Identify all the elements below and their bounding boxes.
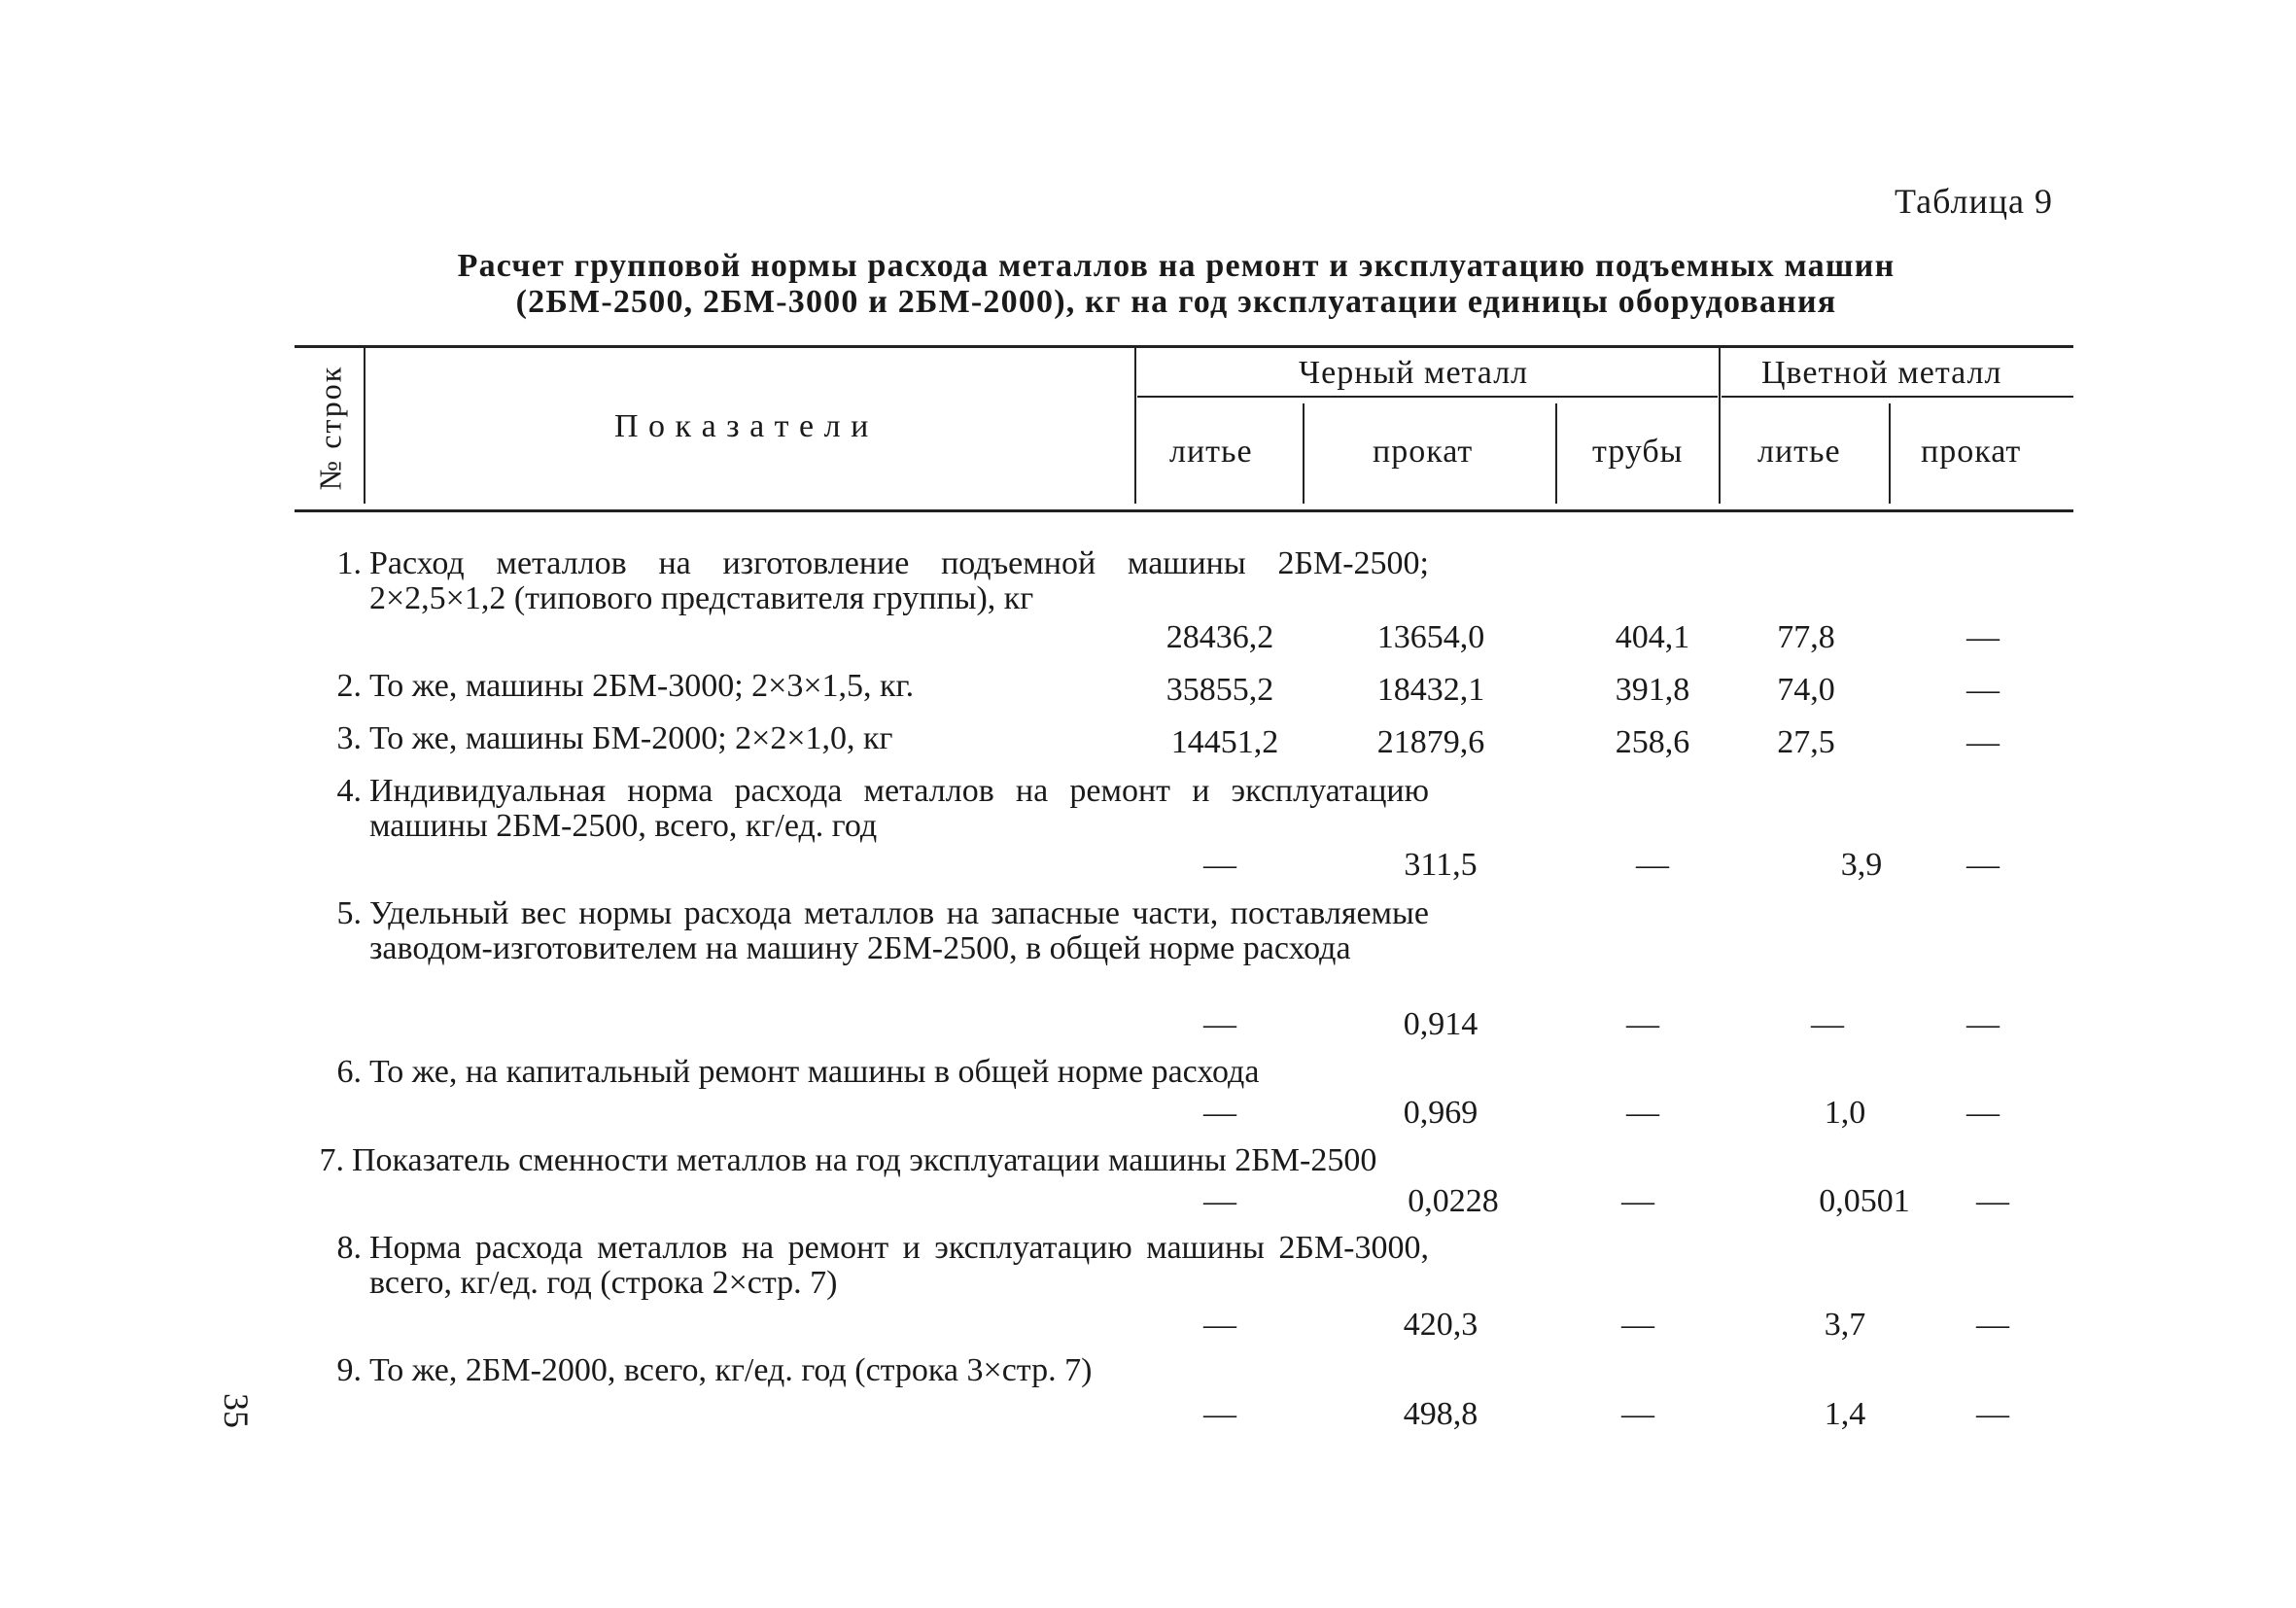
table-label: Таблица 9: [1895, 182, 2053, 221]
ferrous-pipes-header: трубы: [1592, 434, 1684, 470]
col-divider-1: [1303, 403, 1305, 504]
cell-nonferrous-casting: 3,7: [1824, 1307, 1866, 1343]
cell-ferrous-casting: 35855,2: [1165, 672, 1274, 708]
row-number: 5.: [336, 895, 362, 931]
cell-ferrous-pipes: —: [1621, 1307, 1654, 1343]
nonferrous-casting-header: литье: [1757, 434, 1841, 470]
cell-ferrous-pipes: 391,8: [1615, 672, 1690, 708]
cell-nonferrous-casting: —: [1811, 1006, 1844, 1042]
row-number: 2.: [336, 668, 362, 704]
ferrous-underline: [1137, 396, 1718, 398]
cell-nonferrous-casting: 3,9: [1840, 847, 1883, 883]
cell-ferrous-pipes: —: [1621, 1396, 1654, 1432]
cell-ferrous-casting: —: [1203, 1307, 1236, 1343]
cell-nonferrous-casting: 1,0: [1824, 1095, 1866, 1131]
row-text: Показатель сменности металлов на год эксплуатации машины 2БМ-2500: [352, 1142, 1377, 1178]
cell-ferrous-casting: 28436,2: [1165, 619, 1274, 655]
cell-ferrous-pipes: 258,6: [1615, 724, 1690, 760]
ferrous-header: Черный металл: [1299, 355, 1529, 391]
cell-ferrous-rolled: 0,914: [1403, 1006, 1478, 1042]
cell-ferrous-casting: —: [1203, 847, 1236, 883]
row-text: То же, 2БМ-2000, всего, кг/ед. год (строка 3×стр. 7): [369, 1352, 1093, 1388]
cell-ferrous-rolled: 311,5: [1404, 847, 1478, 883]
row-number: 7.: [319, 1142, 344, 1178]
cell-nonferrous-rolled: —: [1976, 1307, 2009, 1343]
indicators-header: П о к а з а т е л и: [614, 408, 870, 444]
row-number: 1.: [336, 545, 362, 581]
cell-ferrous-rolled: 0,0228: [1408, 1183, 1499, 1219]
cell-ferrous-casting: —: [1203, 1095, 1236, 1131]
row-number: 8.: [336, 1230, 362, 1266]
row-text: Удельный вес нормы расхода металлов на запасные части, поставляемые заводом-изготовителем на машину 2БМ-2500, в общей норме расхода: [369, 895, 1429, 966]
cell-nonferrous-casting: 0,0501: [1819, 1183, 1910, 1219]
cell-nonferrous-rolled: —: [1966, 847, 2000, 883]
cell-nonferrous-rolled: —: [1966, 1006, 2000, 1042]
cell-ferrous-pipes: —: [1621, 1183, 1654, 1219]
row-number-header: [296, 350, 365, 506]
nonferrous-header: Цветной металл: [1761, 355, 2002, 391]
row-number: 6.: [336, 1054, 362, 1090]
col-divider-2: [1555, 403, 1557, 504]
cell-ferrous-rolled: 21879,6: [1376, 724, 1485, 760]
cell-ferrous-casting: —: [1203, 1183, 1236, 1219]
ferrous-casting-header: литье: [1169, 434, 1253, 470]
cell-ferrous-rolled: 420,3: [1403, 1307, 1478, 1343]
cell-nonferrous-casting: 27,5: [1777, 724, 1835, 760]
row-number: 9.: [336, 1352, 362, 1388]
title-line-1: Расчет групповой нормы расхода металлов на ремонт и эксплуатацию подъемных машин: [457, 248, 1896, 284]
col-divider-3: [1889, 403, 1891, 504]
cell-ferrous-casting: —: [1203, 1006, 1236, 1042]
cell-ferrous-casting: —: [1203, 1396, 1236, 1432]
cell-ferrous-rolled: 498,8: [1403, 1396, 1478, 1432]
cell-nonferrous-rolled: —: [1966, 724, 2000, 760]
cell-nonferrous-rolled: —: [1976, 1396, 2009, 1432]
group-divider: [1719, 348, 1721, 504]
header-bottom-rule: [295, 509, 2073, 512]
cell-ferrous-pipes: —: [1626, 1095, 1659, 1131]
page-number: 35: [217, 1393, 256, 1428]
cell-nonferrous-casting: 77,8: [1777, 619, 1835, 655]
nonferrous-rolled-header: прокат: [1921, 434, 2022, 470]
cell-ferrous-pipes: 404,1: [1615, 619, 1690, 655]
cell-nonferrous-rolled: —: [1966, 619, 2000, 655]
cell-nonferrous-rolled: —: [1966, 672, 2000, 708]
row-text: Индивидуальная норма расхода металлов на ремонт и эксплуатацию машины 2БМ-2500, всего, кг/ед. год: [369, 773, 1429, 844]
ferrous-rolled-header: прокат: [1373, 434, 1474, 470]
cell-nonferrous-rolled: —: [1966, 1095, 2000, 1131]
cell-ferrous-rolled: 18432,1: [1376, 672, 1485, 708]
cell-nonferrous-rolled: —: [1976, 1183, 2009, 1219]
table-title: [292, 248, 2061, 320]
row-text: Расход металлов на изготовление подъемной машины 2БМ-2500; 2×2,5×1,2 (типового представителя группы), кг: [369, 545, 1429, 616]
cell-ferrous-pipes: —: [1636, 847, 1669, 883]
row-text: То же, машины 2БМ-3000; 2×3×1,5, кг.: [369, 668, 915, 704]
cell-ferrous-rolled: 13654,0: [1376, 619, 1485, 655]
row-text: Норма расхода металлов на ремонт и эксплуатацию машины 2БМ-3000, всего, кг/ед. год (строка 2×стр. 7): [369, 1230, 1429, 1301]
cell-nonferrous-casting: 74,0: [1777, 672, 1835, 708]
header-top-rule: [295, 345, 2073, 348]
row-text: То же, машины БМ-2000; 2×2×1,0, кг: [369, 720, 893, 756]
indicators-divider: [1134, 348, 1136, 504]
cell-nonferrous-casting: 1,4: [1824, 1396, 1866, 1432]
cell-ferrous-pipes: —: [1626, 1006, 1659, 1042]
row-number: 3.: [336, 720, 362, 756]
row-number-header-text: № строк: [312, 365, 348, 491]
cell-ferrous-rolled: 0,969: [1403, 1095, 1478, 1131]
row-text: То же, на капитальный ремонт машины в общей норме расхода: [369, 1054, 1260, 1090]
nonferrous-underline: [1722, 396, 2073, 398]
row-number: 4.: [336, 773, 362, 809]
cell-ferrous-casting: 14451,2: [1170, 724, 1279, 760]
title-line-2: (2БМ-2500, 2БМ-3000 и 2БМ-2000), кг на год эксплуатации единицы оборудования: [515, 284, 1837, 320]
